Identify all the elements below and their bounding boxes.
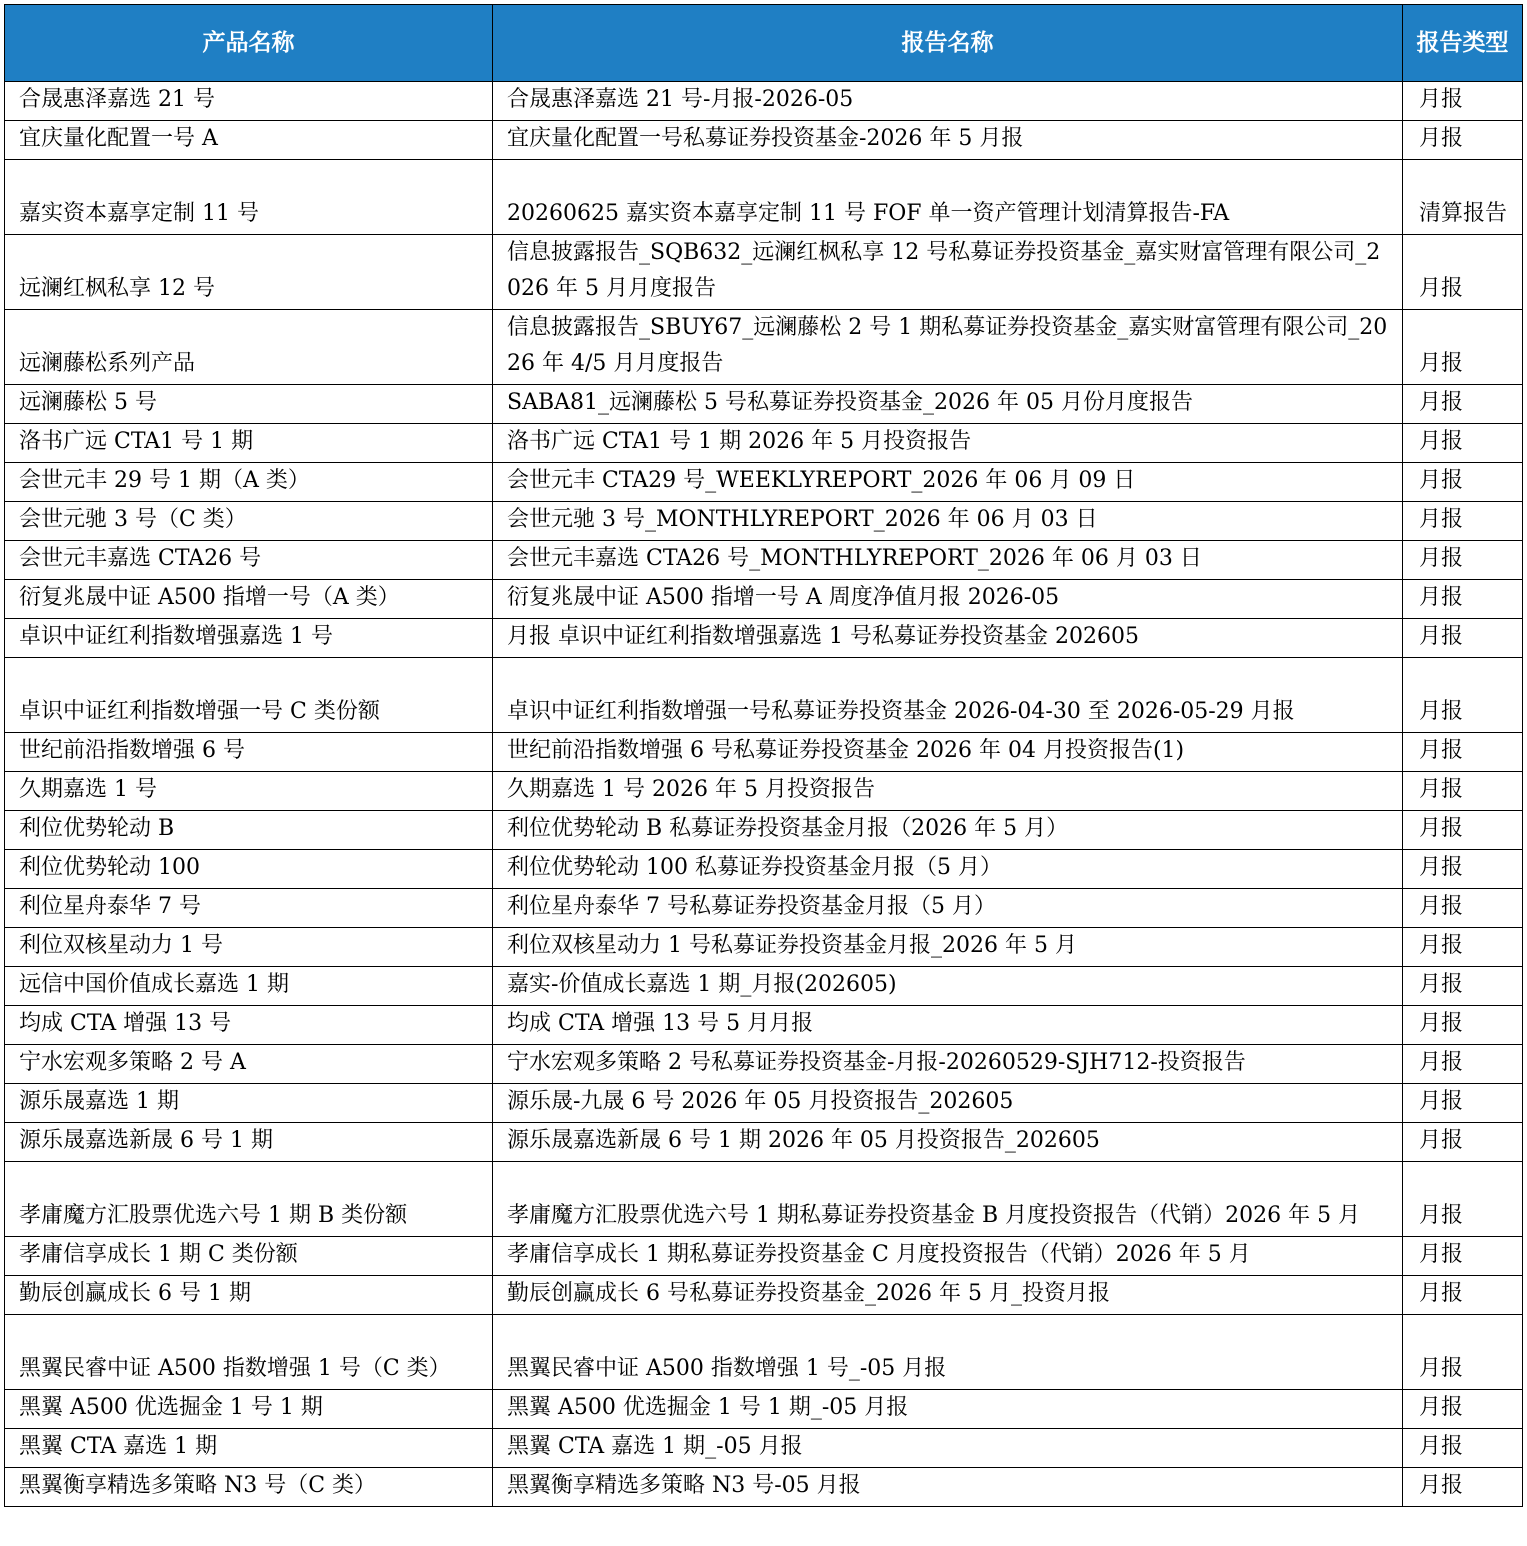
report-name-cell: 嘉实-价值成长嘉选 1 期_月报(202605) <box>493 967 1403 1006</box>
report-name-cell: 会世元丰嘉选 CTA26 号_MONTHLYREPORT_2026 年 06 月 03 日 <box>493 541 1403 580</box>
product-name-cell: 久期嘉选 1 号 <box>5 772 493 811</box>
product-name-cell: 会世元驰 3 号（C 类） <box>5 502 493 541</box>
report-name-cell: 利位优势轮动 B 私募证券投资基金月报（2026 年 5 月） <box>493 811 1403 850</box>
report-type-cell: 月报 <box>1403 1315 1523 1390</box>
report-type-cell: 月报 <box>1403 1123 1523 1162</box>
table-row <box>5 235 1523 310</box>
report-name-cell: 孝庸魔方汇股票优选六号 1 期私募证券投资基金 B 月度投资报告（代销）2026 年 5 月 <box>493 1162 1403 1237</box>
report-name-cell: 黑翼民睿中证 A500 指数增强 1 号_-05 月报 <box>493 1315 1403 1390</box>
report-name-cell: 月报 卓识中证红利指数增强嘉选 1 号私募证券投资基金 202605 <box>493 619 1403 658</box>
table-row <box>5 463 1523 502</box>
report-name-cell: 衍复兆晟中证 A500 指增一号 A 周度净值月报 2026-05 <box>493 580 1403 619</box>
product-name-cell: 利位星舟泰华 7 号 <box>5 889 493 928</box>
report-type-cell: 月报 <box>1403 502 1523 541</box>
product-name-cell: 远澜藤松系列产品 <box>5 310 493 385</box>
header-report-name: 报告名称 <box>493 5 1403 82</box>
product-name-cell: 利位双核星动力 1 号 <box>5 928 493 967</box>
report-type-cell: 月报 <box>1403 850 1523 889</box>
product-name-cell: 衍复兆晟中证 A500 指增一号（A 类） <box>5 580 493 619</box>
table-row <box>5 967 1523 1006</box>
table-row <box>5 385 1523 424</box>
product-name-cell: 远澜红枫私享 12 号 <box>5 235 493 310</box>
report-name-cell: 勤辰创赢成长 6 号私募证券投资基金_2026 年 5 月_投资月报 <box>493 1276 1403 1315</box>
report-name-cell: 利位双核星动力 1 号私募证券投资基金月报_2026 年 5 月 <box>493 928 1403 967</box>
product-name-cell: 黑翼 A500 优选掘金 1 号 1 期 <box>5 1390 493 1429</box>
table-row <box>5 850 1523 889</box>
report-type-cell: 月报 <box>1403 889 1523 928</box>
table-row <box>5 1315 1523 1390</box>
table-row <box>5 310 1523 385</box>
table-row <box>5 82 1523 121</box>
report-type-cell: 月报 <box>1403 1429 1523 1468</box>
report-table <box>4 4 1523 1507</box>
report-type-cell: 月报 <box>1403 1162 1523 1237</box>
report-type-cell: 月报 <box>1403 463 1523 502</box>
table-row <box>5 1468 1523 1507</box>
report-type-cell: 月报 <box>1403 658 1523 733</box>
table-row <box>5 1084 1523 1123</box>
report-name-cell: 信息披露报告_SBUY67_远澜藤松 2 号 1 期私募证券投资基金_嘉实财富管理有限公司_2026 年 4/5 月月度报告 <box>493 310 1403 385</box>
table-row <box>5 121 1523 160</box>
product-name-cell: 源乐晟嘉选 1 期 <box>5 1084 493 1123</box>
report-type-cell: 月报 <box>1403 235 1523 310</box>
report-name-cell: 世纪前沿指数增强 6 号私募证券投资基金 2026 年 04 月投资报告(1) <box>493 733 1403 772</box>
report-name-cell: 20260625 嘉实资本嘉享定制 11 号 FOF 单一资产管理计划清算报告-FA <box>493 160 1403 235</box>
report-type-cell: 月报 <box>1403 1468 1523 1507</box>
table-row <box>5 1276 1523 1315</box>
table-row <box>5 1162 1523 1237</box>
report-type-cell: 月报 <box>1403 811 1523 850</box>
product-name-cell: 黑翼民睿中证 A500 指数增强 1 号（C 类） <box>5 1315 493 1390</box>
report-name-cell: 会世元驰 3 号_MONTHLYREPORT_2026 年 06 月 03 日 <box>493 502 1403 541</box>
report-type-cell: 月报 <box>1403 733 1523 772</box>
product-name-cell: 会世元丰嘉选 CTA26 号 <box>5 541 493 580</box>
report-type-cell: 月报 <box>1403 1276 1523 1315</box>
report-name-cell: 黑翼衡享精选多策略 N3 号-05 月报 <box>493 1468 1403 1507</box>
report-name-cell: 洛书广远 CTA1 号 1 期 2026 年 5 月投资报告 <box>493 424 1403 463</box>
table-header-row <box>5 5 1523 82</box>
report-name-cell: 黑翼 A500 优选掘金 1 号 1 期_-05 月报 <box>493 1390 1403 1429</box>
table-row <box>5 1006 1523 1045</box>
product-name-cell: 世纪前沿指数增强 6 号 <box>5 733 493 772</box>
product-name-cell: 勤辰创赢成长 6 号 1 期 <box>5 1276 493 1315</box>
report-name-cell: 源乐晟嘉选新晟 6 号 1 期 2026 年 05 月投资报告_202605 <box>493 1123 1403 1162</box>
report-type-cell: 月报 <box>1403 385 1523 424</box>
report-type-cell: 月报 <box>1403 82 1523 121</box>
product-name-cell: 黑翼 CTA 嘉选 1 期 <box>5 1429 493 1468</box>
report-type-cell: 月报 <box>1403 1237 1523 1276</box>
table-row <box>5 772 1523 811</box>
report-type-cell: 月报 <box>1403 1084 1523 1123</box>
product-name-cell: 洛书广远 CTA1 号 1 期 <box>5 424 493 463</box>
report-name-cell: 利位星舟泰华 7 号私募证券投资基金月报（5 月） <box>493 889 1403 928</box>
table-row <box>5 1390 1523 1429</box>
report-name-cell: 源乐晟-九晟 6 号 2026 年 05 月投资报告_202605 <box>493 1084 1403 1123</box>
product-name-cell: 黑翼衡享精选多策略 N3 号（C 类） <box>5 1468 493 1507</box>
header-report-type: 报告类型 <box>1403 5 1523 82</box>
table-row <box>5 928 1523 967</box>
table-row <box>5 1045 1523 1084</box>
product-name-cell: 会世元丰 29 号 1 期（A 类） <box>5 463 493 502</box>
table-row <box>5 502 1523 541</box>
table-row <box>5 541 1523 580</box>
table-row <box>5 619 1523 658</box>
product-name-cell: 卓识中证红利指数增强嘉选 1 号 <box>5 619 493 658</box>
product-name-cell: 远澜藤松 5 号 <box>5 385 493 424</box>
report-type-cell: 月报 <box>1403 541 1523 580</box>
report-type-cell: 月报 <box>1403 619 1523 658</box>
product-name-cell: 利位优势轮动 100 <box>5 850 493 889</box>
product-name-cell: 源乐晟嘉选新晟 6 号 1 期 <box>5 1123 493 1162</box>
header-product-name: 产品名称 <box>5 5 493 82</box>
report-name-cell: 合晟惠泽嘉选 21 号-月报-2026-05 <box>493 82 1403 121</box>
report-type-cell: 月报 <box>1403 580 1523 619</box>
report-type-cell: 月报 <box>1403 1390 1523 1429</box>
report-name-cell: 孝庸信享成长 1 期私募证券投资基金 C 月度投资报告（代销）2026 年 5 月 <box>493 1237 1403 1276</box>
report-type-cell: 月报 <box>1403 1045 1523 1084</box>
report-type-cell: 月报 <box>1403 1006 1523 1045</box>
table-row <box>5 1237 1523 1276</box>
report-name-cell: 卓识中证红利指数增强一号私募证券投资基金 2026-04-30 至 2026-05-29 月报 <box>493 658 1403 733</box>
product-name-cell: 宁水宏观多策略 2 号 A <box>5 1045 493 1084</box>
report-name-cell: 会世元丰 CTA29 号_WEEKLYREPORT_2026 年 06 月 09 日 <box>493 463 1403 502</box>
report-name-cell: 利位优势轮动 100 私募证券投资基金月报（5 月） <box>493 850 1403 889</box>
report-name-cell: 宁水宏观多策略 2 号私募证券投资基金-月报-20260529-SJH712-投资报告 <box>493 1045 1403 1084</box>
report-type-cell: 月报 <box>1403 424 1523 463</box>
table-row <box>5 580 1523 619</box>
table-row <box>5 1429 1523 1468</box>
product-name-cell: 远信中国价值成长嘉选 1 期 <box>5 967 493 1006</box>
product-name-cell: 利位优势轮动 B <box>5 811 493 850</box>
product-name-cell: 均成 CTA 增强 13 号 <box>5 1006 493 1045</box>
table-row <box>5 733 1523 772</box>
report-type-cell: 月报 <box>1403 928 1523 967</box>
product-name-cell: 宜庆量化配置一号 A <box>5 121 493 160</box>
table-row <box>5 658 1523 733</box>
product-name-cell: 孝庸魔方汇股票优选六号 1 期 B 类份额 <box>5 1162 493 1237</box>
table-row <box>5 889 1523 928</box>
report-name-cell: SABA81_远澜藤松 5 号私募证券投资基金_2026 年 05 月份月度报告 <box>493 385 1403 424</box>
table-row <box>5 1123 1523 1162</box>
report-name-cell: 均成 CTA 增强 13 号 5 月月报 <box>493 1006 1403 1045</box>
report-name-cell: 宜庆量化配置一号私募证券投资基金-2026 年 5 月报 <box>493 121 1403 160</box>
report-type-cell: 清算报告 <box>1403 160 1523 235</box>
report-type-cell: 月报 <box>1403 121 1523 160</box>
product-name-cell: 合晟惠泽嘉选 21 号 <box>5 82 493 121</box>
product-name-cell: 嘉实资本嘉享定制 11 号 <box>5 160 493 235</box>
report-name-cell: 黑翼 CTA 嘉选 1 期_-05 月报 <box>493 1429 1403 1468</box>
report-name-cell: 信息披露报告_SQB632_远澜红枫私享 12 号私募证券投资基金_嘉实财富管理有限公司_2026 年 5 月月度报告 <box>493 235 1403 310</box>
report-name-cell: 久期嘉选 1 号 2026 年 5 月投资报告 <box>493 772 1403 811</box>
product-name-cell: 卓识中证红利指数增强一号 C 类份额 <box>5 658 493 733</box>
table-row <box>5 160 1523 235</box>
product-name-cell: 孝庸信享成长 1 期 C 类份额 <box>5 1237 493 1276</box>
table-row <box>5 424 1523 463</box>
table-row <box>5 811 1523 850</box>
report-type-cell: 月报 <box>1403 967 1523 1006</box>
report-type-cell: 月报 <box>1403 310 1523 385</box>
report-type-cell: 月报 <box>1403 772 1523 811</box>
